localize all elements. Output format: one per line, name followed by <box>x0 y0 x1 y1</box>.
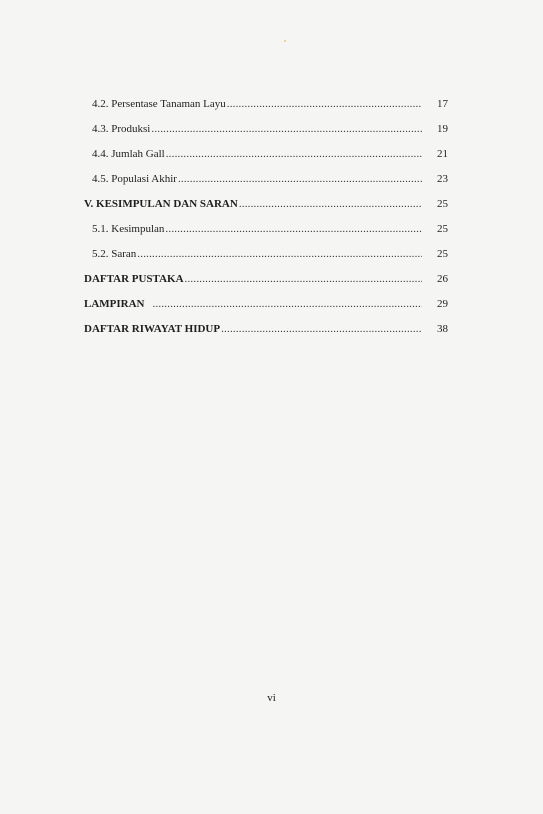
toc-page-number <box>0 271 543 287</box>
page-footer-number: vi <box>267 692 276 704</box>
toc-entry-page: 19 <box>437 123 448 135</box>
toc-page-number <box>0 196 543 212</box>
toc-entry-label: 4.2. Persentase Tanaman Layu <box>92 98 226 110</box>
toc-page-number <box>0 321 543 337</box>
toc-entry-label: DAFTAR PUSTAKA <box>84 273 184 285</box>
toc-page-number <box>0 246 543 262</box>
toc-page-number <box>0 171 543 187</box>
toc-entry-label: LAMPIRAN <box>84 298 145 310</box>
toc-page-number <box>0 96 543 112</box>
toc-entry-label: 4.4. Jumlah Gall <box>92 148 165 160</box>
toc-entry-page: 17 <box>437 98 448 110</box>
toc-page-number <box>0 121 543 137</box>
toc-entry-page: 21 <box>437 148 448 160</box>
toc-entry-page: 25 <box>437 223 448 235</box>
toc-entry-label: 5.2. Saran <box>92 248 137 260</box>
toc-page-number <box>0 146 543 162</box>
toc-entry-label: DAFTAR RIWAYAT HIDUP <box>84 323 221 335</box>
toc-entry-page: 38 <box>437 323 448 335</box>
toc-entry-label: 4.3. Produksi <box>92 123 151 135</box>
toc-entry-page: 25 <box>437 248 448 260</box>
toc-entry-page: 23 <box>437 173 448 185</box>
toc-entry-page: 25 <box>437 198 448 210</box>
toc-page-number <box>0 221 543 237</box>
toc-entry-label: 5.1. Kesimpulan <box>92 223 165 235</box>
toc-entry-page: 29 <box>437 298 448 310</box>
toc-entry-page: 26 <box>437 273 448 285</box>
toc-page-number <box>0 296 543 312</box>
toc-entry-label: 4.5. Populasi Akhir <box>92 173 177 185</box>
toc-entry-label: V. KESIMPULAN DAN SARAN <box>84 198 238 210</box>
